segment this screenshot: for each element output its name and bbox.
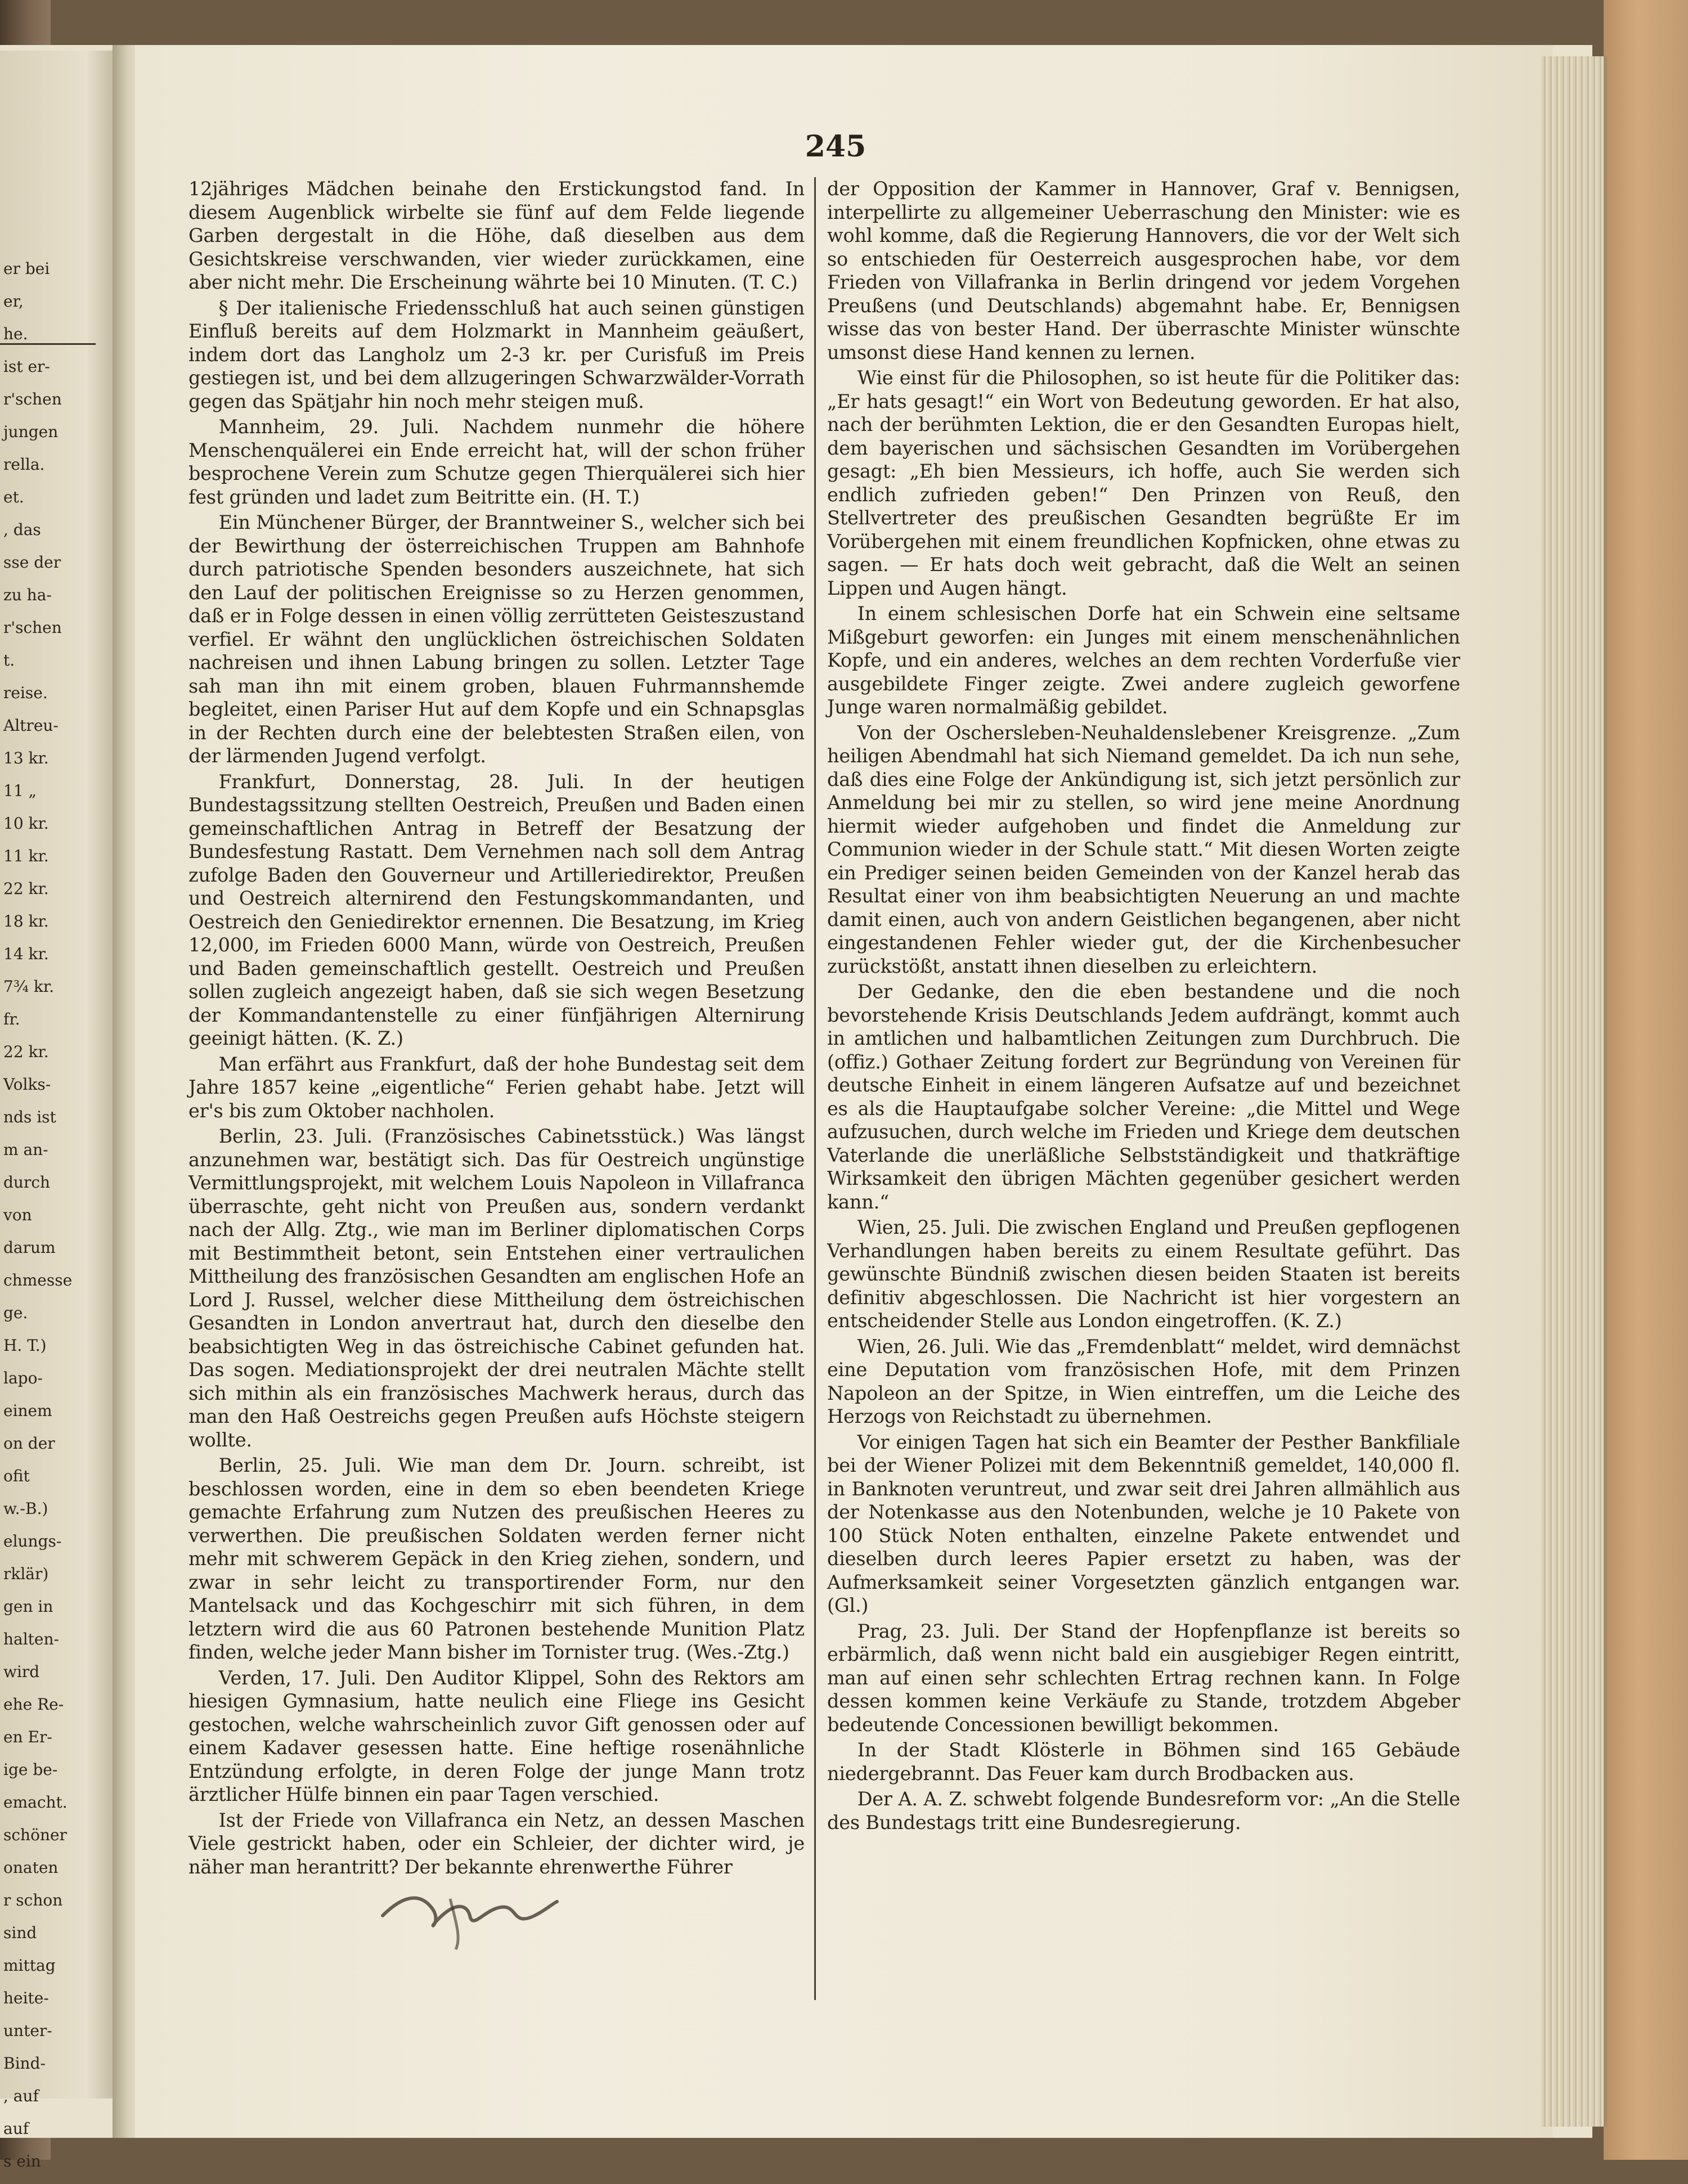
previous-page-line: rklär) — [3, 1565, 49, 1583]
previous-page-line: 11 „ — [3, 781, 37, 800]
right-column-paragraph: Wien, 26. Juli. Wie das „Fremdenblatt“ meldet, wird demnächst eine Deputation vom französischen Hofe, mit dem Prinzen Napoleon an der Spitze, in Wien eintreffen, um die Leiche des Herzogs von Reichstadt zu übernehmen. — [827, 1335, 1460, 1427]
previous-page-line: unter- — [3, 2021, 52, 2040]
previous-page-line: 14 kr. — [3, 945, 49, 963]
previous-page-line: on der — [3, 1434, 55, 1453]
previous-page-line: durch — [3, 1173, 51, 1192]
previous-page-line: H. T.) — [3, 1336, 47, 1355]
previous-page-line: halten- — [3, 1630, 59, 1648]
previous-page-line: schöner — [3, 1826, 67, 1844]
previous-page-line: r'schen — [3, 390, 62, 408]
previous-page-line: fr. — [3, 1010, 20, 1028]
left-column-paragraph: Mannheim, 29. Juli. Nachdem nunmehr die höhere Menschenquälerei ein Ende erreicht hat, will der schon früher besprochene Verein zum Schutze gegen Thierquälerei sich hier fest gründen und ladet zum Beitritte ein. (H. T.) — [188, 416, 805, 508]
previous-page-line: emacht. — [3, 1793, 68, 1812]
previous-page-line: zu ha- — [3, 586, 52, 604]
previous-page-line: ehe Re- — [3, 1695, 64, 1714]
previous-page-line: , das — [3, 520, 41, 539]
left-column-paragraph: Ist der Friede von Villafranca ein Netz, an dessen Maschen Viele gestrickt haben, oder ein Schleier, der dichter wird, je näher man herantritt? Der bekannte ehrenwerthe Führer — [188, 1809, 805, 1878]
previous-page-line: ige be- — [3, 1760, 58, 1779]
previous-page-line: sind — [3, 1924, 37, 1942]
previous-page-line: Bind- — [3, 2054, 46, 2073]
previous-page-line: 7¾ kr. — [3, 977, 55, 996]
previous-page-line: t. — [3, 651, 15, 669]
right-column-paragraph: Vor einigen Tagen hat sich ein Beamter der Pesther Bankfiliale bei der Wiener Polizei mit dem Bekenntniß gemeldet, 140,000 fl. in Banknoten veruntreut, und zwar seit drei Jahren allmählich aus der Notenkasse aus den Notenbunden, welche je 10 Pakete von 100 Stück Noten enthalten, einzelne Pakete entwendet und dieselben durch leeres Papier ersetzt zu haben, was der Aufmerksamkeit seiner Vorgesetzten gänzlich entgangen war. (Gl.) — [827, 1431, 1460, 1616]
previous-page-line: ofit — [3, 1467, 30, 1485]
left-column-paragraph: Ein Münchener Bürger, der Branntweiner S., welcher sich bei der Bewirthung der österreichischen Truppen am Bahnhofe durch patriotische Spenden besonders auszeichnete, hat sich den Lauf der politischen Ereignisse so zu Herzen genommen, daß er in Folge dessen in einen völlig zerrütteten Geisteszustand verfiel. Er wähnt den unglücklichen östreichischen Soldaten nachreisen und ihnen Labung bringen zu sollen. Letzter Tage sah man ihn mit einem groben, blauen Fuhrmannshemde begleitet, einen Pariser Hut auf dem Kopfe und ein Schnapsglas in der Rechten durch eine der belebtesten Straßen eilen, von der lärmenden Jugend verfolgt. — [188, 511, 805, 767]
column-divider — [814, 177, 816, 2000]
previous-page-line: sse der — [3, 553, 61, 572]
left-column-paragraph: Berlin, 23. Juli. (Französisches Cabinetsstück.) Was längst anzunehmen war, bestätigt sich. Das für Oestreich ungünstige Vermittlungsprojekt, mit welchem Louis Napoleon in Villafranca überraschte, geht nicht von Preußen aus, sondern verdankt nach der Allg. Ztg., wie man im Berliner diplomatischen Corps mit Bestimmtheit betont, sein Entstehen einer vertraulichen Mittheilung des französischen Gesandten am englischen Hofe an Lord J. Russel, welcher diese Mittheilung dem östreichischen Gesandten in London anvertraut hat, durch den dieselbe den beabsichtigten Weg in das östreichische Cabinet gefunden hat. Das sogen. Mediationsprojekt der drei neutralen Mächte stellt sich mithin als ein französisches Machwerk heraus, durch das man den Haß Oestreichs gegen Preußen aufs Höchste steigern wollte. — [188, 1125, 805, 1451]
previous-page-line: auf — [3, 2119, 29, 2138]
previous-page-line: er, — [3, 292, 24, 311]
previous-page-line: elungs- — [3, 1532, 62, 1551]
left-column-paragraph: Man erfährt aus Frankfurt, daß der hohe Bundestag seit dem Jahre 1857 keine „eigentliche“ Ferien gehabt habe. Jetzt will er's bis zum Oktober nachholen. — [188, 1053, 805, 1122]
previous-page-line: nds ist — [3, 1108, 56, 1126]
previous-page-line: mittag — [3, 1956, 56, 1975]
previous-page-edge — [0, 51, 124, 2170]
right-column-paragraph: Prag, 23. Juli. Der Stand der Hopfenpflanze ist bereits so erbärmlich, daß wenn nicht bald ein ausgiebiger Regen eintritt, man auf einen sehr schlechten Ertrag rechnen kann. In Folge dessen kommen keine Verkäufe zu Stande, trotzdem Abgeber bedeutende Concessionen bewilligt bekommen. — [827, 1620, 1460, 1736]
right-column-paragraph: Wien, 25. Juli. Die zwischen England und Preußen gepflogenen Verhandlungen haben bereits zu einem Resultate geführt. Das gewünschte Bündniß zwischen diesen beiden Staaten ist bereits definitiv abgeschlossen. Die Nachricht ist hier vorgestern an entscheidender Stelle aus London eingetroffen. (K. Z.) — [827, 1216, 1460, 1332]
previous-page-line: Altreu- — [3, 716, 59, 735]
previous-page-line: darum — [3, 1238, 56, 1257]
previous-page-line: rella. — [3, 455, 45, 474]
left-column — [188, 177, 805, 2045]
previous-page-line: gen in — [3, 1597, 53, 1616]
left-column-paragraph: 12jähriges Mädchen beinahe den Erstickungstod fand. In diesem Augenblick wirbelte sie fünf auf dem Felde liegende Garben dergestalt in die Höhe, daß dieselben aus dem Gesichtskreise verschwanden, vier wieder zurückkamen, eine aber nicht mehr. Die Erscheinung währte bei 10 Minuten. (T. C.) — [188, 178, 805, 293]
previous-page-line: wird — [3, 1662, 40, 1681]
previous-page-line: s ein — [3, 2152, 41, 2170]
handwritten-signature — [371, 1876, 563, 1955]
right-column-paragraph: Wie einst für die Philosophen, so ist heute für die Politiker das: „Er hats gesagt!“ ein Wort von Bedeutung geworden. Er hat also, nach der berühmten Lektion, die er den Gesandten Europas hielt, dem bayerischen und sächsischen Gesandten im Vorübergehen gesagt: „Eh bien Messieurs, ich hoffe, auch Sie werden sich endlich zufrieden geben!“ Den Prinzen von Reuß, den Stellvertreter des preußischen Gesandten begrüßte Er im Vorübergehen mit einem freundlichen Kopfnicken, ohne etwas zu sagen. — Er hats doch weit gebracht, daß die Welt an seinen Lippen und Augen hängt. — [827, 367, 1460, 599]
previous-page-line: von — [3, 1206, 32, 1224]
page-number: 245 — [805, 129, 867, 164]
previous-page-text — [0, 259, 124, 2184]
previous-page-line: 22 kr. — [3, 1042, 49, 1061]
left-column-paragraph: § Der italienische Friedensschluß hat auch seinen günstigen Einfluß bereits auf dem Holzmarkt in Mannheim geäußert, indem dort das Langholz um 2-3 kr. per Curisfuß im Preis gestiegen ist, und bei dem allzugeringen Schwarzwälder-Vorrath gegen das Spätjahr hin noch mehr steigen muß. — [188, 296, 805, 412]
right-column-paragraph: der Opposition der Kammer in Hannover, Graf v. Bennigsen, interpellirte zu allgemeiner Ueberraschung den Minister: wie es wohl komme, daß die Regierung Hannovers, die vor der Welt sich so entschieden für Oesterreich ausgesprochen habe, vor dem Frieden von Villafranka in Berlin dringend vor jedem Vorgehen Preußens (und Deutschlands) abgemahnt habe. Er, Bennigsen wisse das von bester Hand. Der überraschte Minister wünschte umsonst diese Hand kennen zu lernen. — [827, 178, 1460, 363]
previous-page-line: et. — [3, 488, 24, 506]
previous-page-line: 18 kr. — [3, 912, 49, 931]
previous-page-line: r schon — [3, 1891, 63, 1909]
left-column-paragraph: Frankfurt, Donnerstag, 28. Juli. In der heutigen Bundestagssitzung stellten Oestreich, Preußen und Baden einen gemeinschaftlichen Antrag in Betreff der Besatzung der Bundesfestung Rastatt. Dem Vernehmen nach soll dem Antrag zufolge Baden den Gouverneur und Artilleriedirektor, Preußen und Oestreich alternirend den Festungskommandanten, und Oestreich den Geniedirektor ernennen. Die Besatzung, im Krieg 12,000, im Frieden 6000 Mann, würde von Oestreich, Preußen und Baden gemeinschaftlich gestellt. Oestreich und Preußen sollen zugleich angezeigt haben, daß sie sich wegen Besetzung der Kommandantenstelle zu einer fünfjährigen Alternirung geeinigt hätten. (K. Z.) — [188, 770, 805, 1049]
previous-page-line: en Er- — [3, 1728, 52, 1746]
previous-page-line: heite- — [3, 1989, 49, 2007]
previous-page-line: jungen — [3, 423, 59, 441]
previous-page-line: 10 kr. — [3, 814, 49, 833]
previous-page-line: 11 kr. — [3, 847, 49, 865]
previous-page-line: ist er- — [3, 357, 50, 376]
right-column-paragraph: Von der Oschersleben-Neuhaldenslebener Kreisgrenze. „Zum heiligen Abendmahl hat sich Niemand gemeldet. Da ich nun sehe, daß dies eine Folge der Ankündigung ist, sich jetzt persönlich zur Anmeldung bei mir zu stellen, so wird jene meine Anordnung hiermit wieder aufgehoben und findet die Anmeldung zur Communion wieder in der Schule statt.“ Mit diesen Worten zeigte ein Prediger seinen beiden Gemeinden von der Kanzel herab das Resultat einer von ihm beabsichtigten Neuerung an und machte damit einen, auch von andern Geistlichen begangenen, aber nicht eingestandenen Fehler wieder gut, der die Kirchenbesucher zurückstößt, anstatt ihnen dieselben zu erleichtern. — [827, 721, 1460, 977]
previous-page-line: Volks- — [3, 1075, 51, 1094]
left-column-paragraph: Verden, 17. Juli. Den Auditor Klippel, Sohn des Rektors am hiesigen Gymnasium, hatte neulich eine Fliege ins Gesicht gestochen, welche wahrscheinlich zuvor Gift genossen oder auf einem Kadaver gesessen hatte. Eine heftige rosenähnliche Entzündung erfolgte, in deren Folge der junge Mann trotz ärztlicher Hülfe binnen ein paar Tagen verschied. — [188, 1666, 805, 1805]
right-column-paragraph: In der Stadt Klösterle in Böhmen sind 165 Gebäude niedergebrannt. Das Feuer kam durch Brodbacken aus. — [827, 1739, 1460, 1785]
right-column — [827, 177, 1460, 2045]
previous-page-line: einem — [3, 1401, 52, 1420]
right-column-paragraph: In einem schlesischen Dorfe hat ein Schwein eine seltsame Mißgeburt geworfen: ein Junges mit einem menschenähnlichen Kopfe, und ein anderes, welches an dem rechten Vorderfuße vier ausgebildete Finger zeigte. Zwei andere zugleich geworfene Junge waren normalmäßig gebildet. — [827, 603, 1460, 718]
page-stack-edge — [1542, 56, 1607, 2127]
previous-page-line: onaten — [3, 1858, 59, 1877]
previous-page-line: lapo- — [3, 1369, 43, 1387]
left-column-paragraph: Berlin, 25. Juli. Wie man dem Dr. Journ. schreibt, ist beschlossen worden, eine in dem so eben beendeten Kriege gemachte Erfahrung zum Nutzen des preußischen Heeres zu verwerthen. Die preußischen Soldaten werden ferner nicht mehr mit schwerem Gepäck in den Krieg ziehen, sondern, und zwar in sehr leicht zu transportirender Form, nur den Mantelsack und das Kochgeschirr mit sich führen, in dem letztern wird die aus 60 Patronen bestehende Munition Platz finden, welche jeder Mann bisher im Tornister trug. (Wes.-Ztg.) — [188, 1454, 805, 1663]
previous-page-line: 13 kr. — [3, 749, 49, 767]
previous-page-line: r'schen — [3, 618, 62, 637]
book-cover-right — [1604, 0, 1688, 2160]
previous-page-line: 22 kr. — [3, 879, 49, 898]
previous-page-line: w.-B.) — [3, 1499, 48, 1518]
previous-page-line: chmesse — [3, 1271, 73, 1289]
previous-page-line: reise. — [3, 684, 48, 702]
right-column-paragraph: Der Gedanke, den die eben bestandene und die noch bevorstehende Krisis Deutschlands Jedem aufdrängt, kommt auch in amtlichen und halbamtlichen Zeitungen zum Durchbruch. Die (offiz.) Gothaer Zeitung fordert zur Begründung von Vereinen für deutsche Einheit in einem längeren Aufsatze auf und bezeichnet es als die Hauptaufgabe solcher Vereine: „die Mittel und Wege aufzusuchen, durch welche im Frieden und Kriege dem deutschen Vaterlande die unerläßliche Selbstständigkeit und thatkräftige Wirksamkeit den übrigen Mächten gegenüber gesichert werden kann.“ — [827, 981, 1460, 1213]
previous-page-line: ge. — [3, 1304, 28, 1322]
previous-page-line: he. — [3, 325, 28, 343]
previous-page-line: m an- — [3, 1140, 48, 1159]
previous-page-line: , auf — [3, 2087, 39, 2105]
right-column-paragraph: Der A. A. Z. schwebt folgende Bundesreform vor: „An die Stelle des Bundestags tritt eine Bundesregierung. — [827, 1788, 1460, 1834]
previous-page-line: er bei — [3, 259, 50, 278]
previous-page-rule — [0, 343, 96, 345]
